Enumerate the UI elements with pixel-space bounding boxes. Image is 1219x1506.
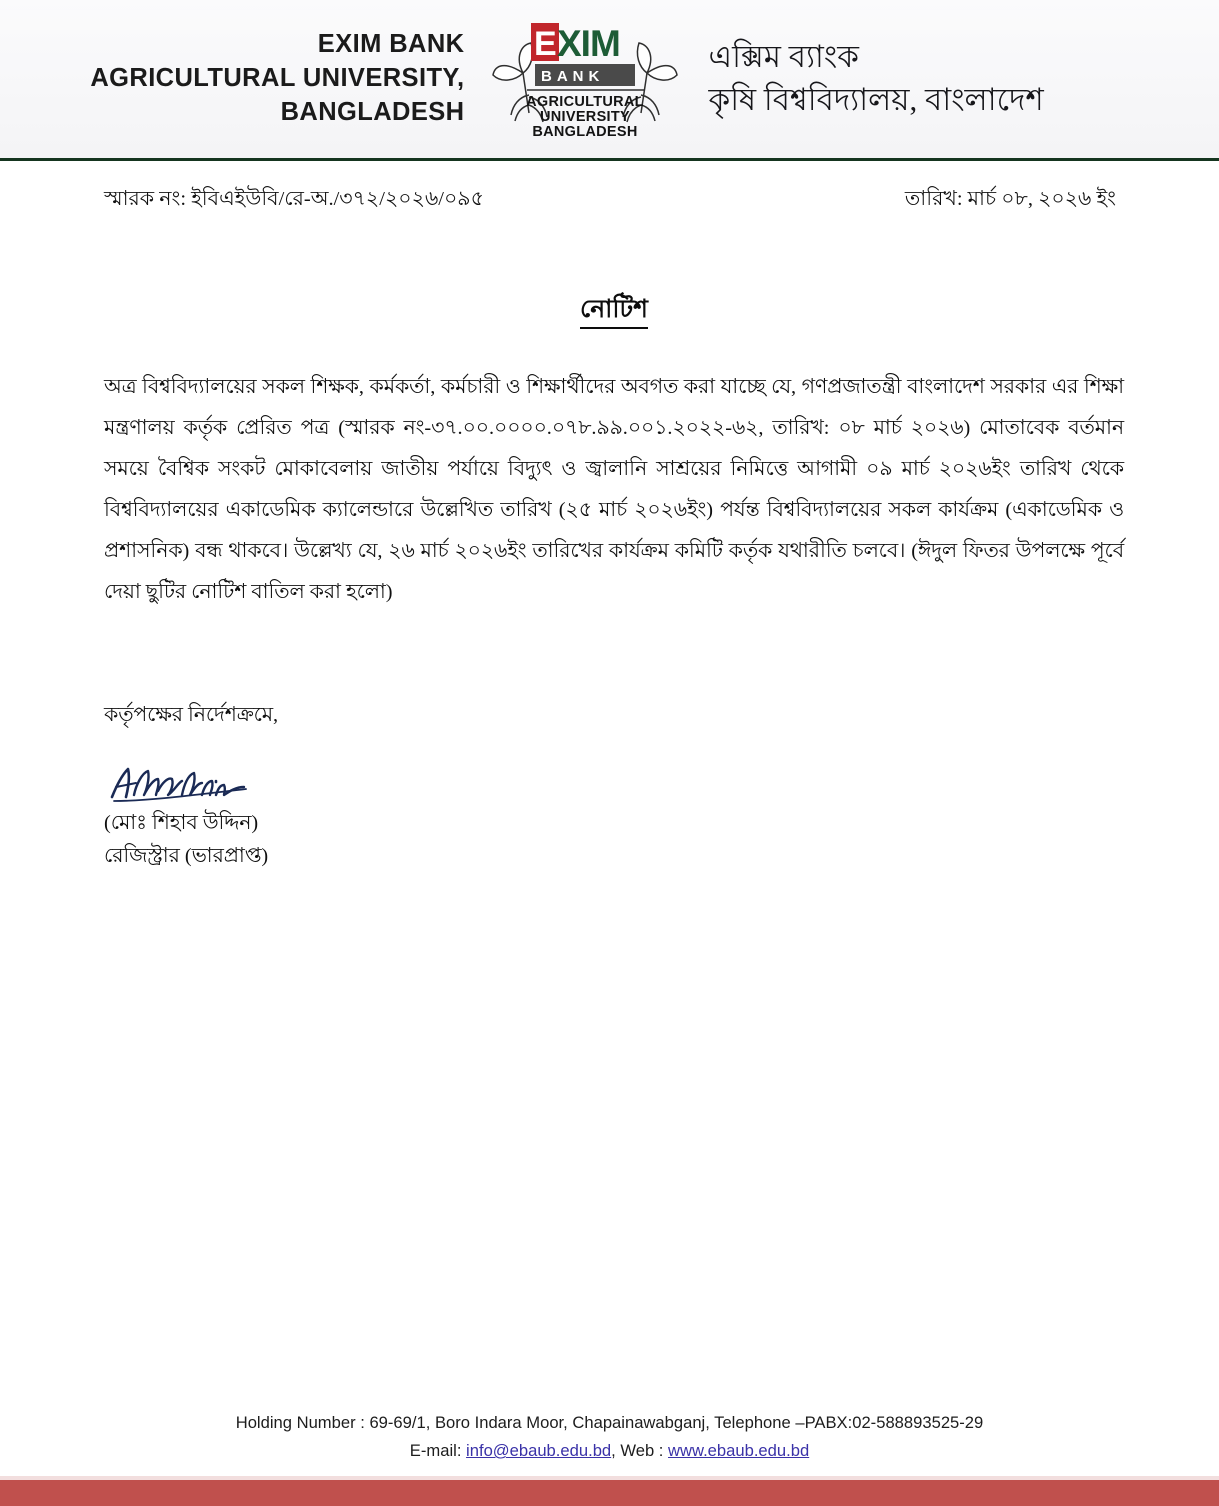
- svg-text:XIM: XIM: [556, 23, 620, 64]
- svg-text:BANGLADESH: BANGLADESH: [531, 124, 638, 140]
- svg-text:UNIVERSITY: UNIVERSITY: [539, 109, 630, 125]
- signer-designation: রেজিস্ট্রার (ভারপ্রাপ্ত): [104, 844, 269, 867]
- letterhead-bangla-line-1: এক্সিম ব্যাংক: [708, 39, 859, 75]
- memo-line: [104, 183, 1124, 217]
- letterhead-english-title: [67, 28, 487, 130]
- svg-text:AGRICULTURAL: AGRICULTURAL: [525, 94, 644, 110]
- letterhead-divider: [0, 158, 1219, 161]
- letterhead: [0, 0, 1219, 158]
- footer-email-label: E-mail:: [409, 1441, 467, 1461]
- footer: [0, 1410, 1219, 1465]
- page-title: নোটিশ: [580, 295, 648, 329]
- document-body: [0, 183, 1219, 873]
- footer-web-label: , Web :: [611, 1441, 669, 1461]
- exim-bank-university-logo-icon: [487, 17, 683, 141]
- svg-text:E: E: [533, 25, 557, 63]
- signer-name: (মোঃ শিহাব উদ্দিন): [104, 811, 259, 834]
- svg-text:BANK: BANK: [540, 68, 604, 85]
- footer-address: Holding Number : 69-69/1, Boro Indara Moor, Chapainawabganj, Telephone –PABX:02-588893525-29: [235, 1413, 984, 1433]
- footer-accent-bar: [0, 1480, 1219, 1506]
- letterhead-bangla-title: [683, 36, 1153, 122]
- memo-number: স্মারক নং: ইবিএইউবি/রে-অ./৩৭২/২০২৬/০৯৫: [104, 188, 484, 210]
- by-order-of-authority: কর্তৃপক্ষের নির্দেশক্রমে,: [104, 703, 279, 726]
- letterhead-english-line-2: AGRICULTURAL UNIVERSITY,: [90, 64, 465, 93]
- notice-body-text: অত্র বিশ্ববিদ্যালয়ের সকল শিক্ষক, কর্মকর্তা, কর্মচারী ও শিক্ষার্থীদের অবগত করা যাচ্ছে যে, গণপ্রজাতন্ত্রী বাংলাদেশ সরকার এর শিক্ষা মন্ত্রণালয় কর্তৃক প্রেরিত পত্র (স্মারক নং-৩৭.০০.০০০০.০৭৮.৯৯.০০১.২০২২-৬২, তারিখ: ০৮ মার্চ ২০২৬) মোতাবেক বর্তমান সময়ে বৈশ্বিক সংকট মোকাবেলায় জাতীয় পর্যায়ে বিদ্যুৎ ও জ্বালানি সাশ্রয়ের নিমিত্তে আগামী ০৯ মার্চ ২০২৬ইং তারিখ থেকে বিশ্ববিদ্যালয়ের একাডেমিক ক্যালেন্ডারে উল্লেখিত তারিখ (২৫ মার্চ ২০২৬ইং) পর্যন্ত বিশ্ববিদ্যালয়ের সকল কার্যক্রম (একাডেমিক ও প্রশাসনিক) বন্ধ থাকবে। উল্লেখ্য যে, ২৬ মার্চ ২০২৬ইং তারিখের কার্যক্রম কমিটি কর্তৃক যথারীতি চলবে। (ঈদুল ফিতর উপলক্ষে পূর্বে দেয়া ছুটির নোটিশ বাতিল করা হলো): [104, 376, 1124, 603]
- letterhead-english-line-1: EXIM BANK: [317, 30, 465, 59]
- letterhead-bangla-line-2: কৃষি বিশ্ববিদ্যালয়, বাংলাদেশ: [708, 82, 1044, 117]
- footer-contact-line: [0, 1438, 1219, 1465]
- footer-email-link[interactable]: info@ebaub.edu.bd: [466, 1441, 612, 1461]
- letterhead-english-line-3: BANGLADESH: [280, 97, 465, 126]
- notice-title-container: [104, 295, 1124, 329]
- handwritten-signature-icon: [104, 761, 284, 807]
- footer-web-link[interactable]: www.ebaub.edu.bd: [668, 1441, 810, 1461]
- memo-date: তারিখ: মার্চ ০৮, ২০২৬ ইং: [904, 188, 1116, 210]
